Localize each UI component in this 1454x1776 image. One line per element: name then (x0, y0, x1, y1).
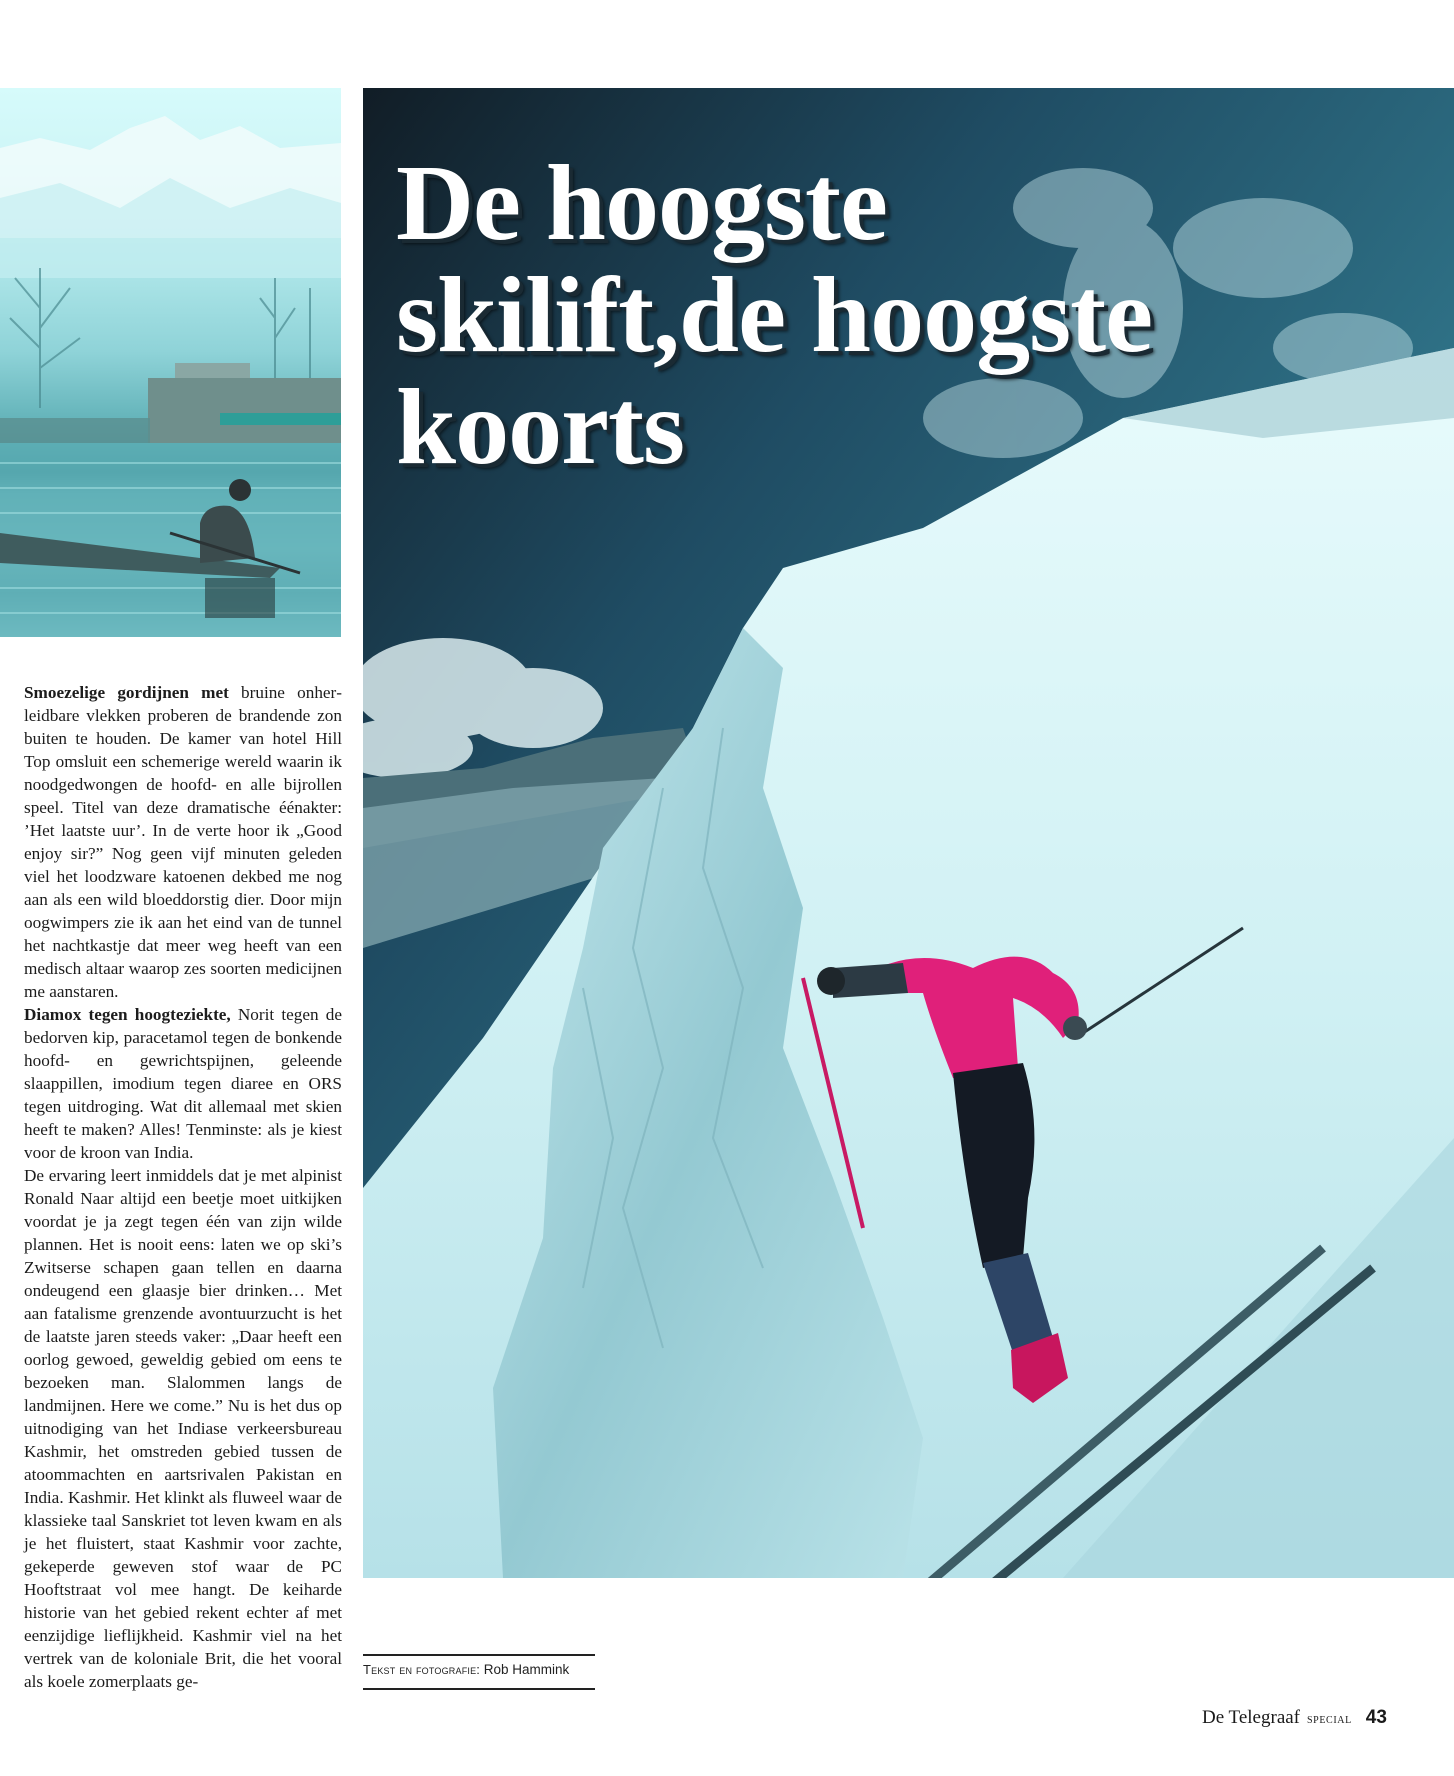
lake-photo-illustration (0, 88, 341, 637)
article-paragraph (24, 1003, 342, 1164)
headline-line-2: skilift,de hoogste (396, 256, 1153, 375)
paragraph-text: Norit tegen de bedorven kip, paracetamol tegen de bonkende hoofd- en gewrichtspijnen, geleende slaappillen, imodium tegen diaree en ORS tegen uitdroging. Wat dit allemaal met skien heeft te maken? Alles! Tenminste: als je kiest voor de kroon van India. (24, 1005, 342, 1162)
paragraph-lead: Diamox tegen hoogteziekte, (24, 1005, 231, 1024)
page-number: 43 (1365, 1707, 1387, 1728)
headline-line-1: De hoogste (396, 144, 887, 263)
article-paragraph (24, 1164, 342, 1693)
headline (396, 144, 1296, 487)
paragraph-text: bruine onherleidbare vlekken proberen de brandende zon buiten te houden. De kamer van hotel Hill Top omsluit een schemerige wereld waarin ik noodgedwongen de hoofd- en alle bijrollen speel. Titel van deze dramatische éénakter: ’Het laatste uur’. In de verte hoor ik „Good enjoy sir?” Nog geen vijf minuten geleden viel het loodzware katoenen dekbed me nog aan als een wild bloeddorstig dier. Door mijn oogwimpers zie ik aan het eind van de tunnel het nachtkastje dat meer weg heeft van een medisch altaar waarop zes soorten medicijnen me aanstaren. (24, 683, 343, 1001)
section-name: special (1307, 1712, 1352, 1727)
publication-name: De Telegraaf (1202, 1707, 1301, 1728)
article-body (24, 681, 342, 1693)
credit-name: Rob Hammink (483, 1662, 570, 1677)
page-folio (1202, 1707, 1387, 1729)
lake-photo (0, 88, 341, 637)
credit-label: Tekst en fotografie: (363, 1662, 481, 1677)
paragraph-text: De ervaring leert inmiddels dat je met alpinist Ronald Naar altijd een beetje moet uitkijken voordat je ja zegt tegen één van zijn wilde plannen. Het is nooit eens: laten we op ski’s Zwitserse schapen gaan tellen en daarna ondeugend een glaasje bier drinken… Met aan fatalisme grenzende avontuurzucht is het de laatste jaren steeds vaker: „Daar heeft een oorlog gewoed, geweldig gebied om eens te bezoeken man. Slalommen langs de landmijnen. Here we come.” Nu is het dus op uitnodiging van het Indiase verkeersbureau Kashmir, het omstreden gebied tussen de atoommachten en aartsrivalen Pakistan en India. Kashmir. Het klinkt als fluweel waar de klassieke taal Sanskriet tot leven kwam en als je het fluistert, staat Kashmir voor zachte, gekeperde geweven stof waar de PC Hooftstraat vol mee hangt. De keiharde historie van het gebied rekent echter af met eenzijdige lieflijkheid. Kashmir viel na het vertrek van de koloniale Brit, die het vooral als koele zomerplaats ge- (24, 1166, 342, 1691)
photo-credit (363, 1654, 595, 1690)
article-paragraph (24, 681, 342, 1003)
paragraph-lead: Smoezelige gordijnen met (24, 683, 229, 702)
headline-line-3: koorts (396, 368, 684, 487)
